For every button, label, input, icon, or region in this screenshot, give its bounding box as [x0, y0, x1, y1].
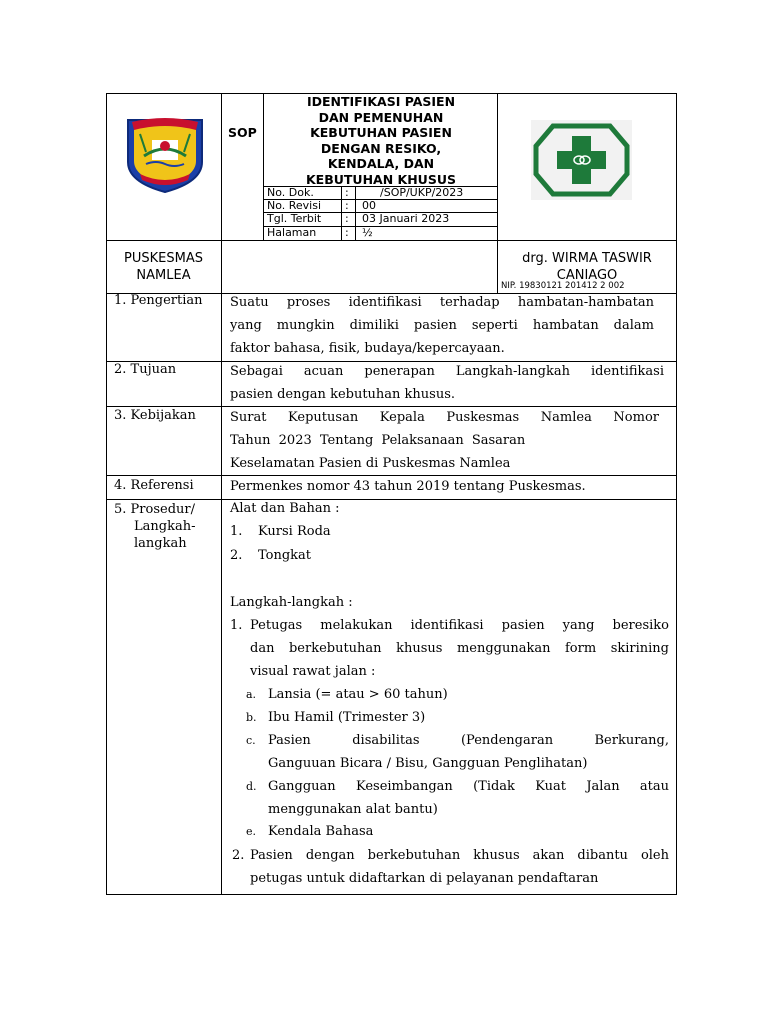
- section-body-kebijakan: [230, 406, 659, 475]
- step-line: Pasien dengan berkebutuhan khusus akan dibantu oleh: [250, 848, 669, 863]
- body-line: Suatu proses identifikasi terhadap hambatan-hambatan: [230, 295, 654, 310]
- step-line: visual rawat jalan :: [250, 664, 376, 679]
- puskesmas-cross-logo: [531, 120, 632, 200]
- title-line: DENGAN RESIKO,: [320, 140, 442, 156]
- title-line: KENDALA, DAN: [327, 156, 435, 171]
- section-divider: [106, 499, 677, 500]
- section-label-pengertian: 1. Pengertian: [114, 293, 203, 308]
- step-line: dan berkebutuhan khusus menggunakan form skirining: [250, 641, 669, 656]
- sub-item: [268, 729, 669, 775]
- body-line: Keselamatan Pasien di Puskesmas Namlea: [230, 456, 511, 471]
- section-body-referensi: Permenkes nomor 43 tahun 2019 tentang Puskesmas.: [230, 479, 586, 494]
- title-line: KEBUTUHAN KHUSUS: [306, 171, 456, 187]
- step-num: 2.: [232, 848, 245, 863]
- head-name: [497, 250, 677, 284]
- header-bottom-line: [106, 240, 677, 241]
- alat-num: 2.: [230, 548, 243, 563]
- sub-item: Lansia (= atau > 60 tahun): [268, 687, 448, 702]
- meta-key: Halaman: [267, 226, 317, 239]
- sub-line: Ganguuan Bicara / Bisu, Gangguan Penglihatan): [268, 756, 588, 771]
- sub-line: Pasien disabilitas (Pendengaran Berkurang,: [268, 733, 669, 748]
- body-line: pasien dengan kebutuhan khusus.: [230, 387, 456, 402]
- sub-num: d.: [246, 780, 257, 793]
- head-nip: NIP. 19830121 201412 2 002: [501, 281, 625, 291]
- meta-key: No. Revisi: [267, 199, 322, 212]
- org-name-line: NAMLEA: [136, 268, 191, 283]
- meta-sep: :: [345, 186, 349, 199]
- title-line: IDENTIFIKASI PASIEN: [306, 94, 456, 109]
- sub-num: e.: [246, 825, 257, 838]
- alat-item: Kursi Roda: [258, 524, 331, 539]
- sub-item: [268, 775, 669, 821]
- section-body-tujuan: [230, 360, 664, 406]
- sub-item: Ibu Hamil (Trimester 3): [268, 710, 426, 725]
- body-line: yang mungkin dimiliki pasien seperti hambatan dalam: [230, 318, 654, 333]
- meta-value: 00: [362, 199, 376, 212]
- title-line: DAN PEMENUHAN: [318, 109, 444, 125]
- meta-key: No. Dok.: [267, 186, 314, 199]
- org-name: [106, 250, 221, 284]
- alat-item: Tongkat: [258, 548, 312, 563]
- label-column-divider: [221, 93, 222, 895]
- step-line: petugas untuk didaftarkan di pelayanan pendaftaran: [250, 871, 599, 886]
- meta-sep: :: [345, 212, 349, 225]
- head-name-line: drg. WIRMA TASWIR: [522, 251, 652, 266]
- step-text: [250, 844, 669, 890]
- sop-label: SOP: [228, 125, 257, 140]
- body-line: Tahun 2023 Tentang Pelaksanaan Sasaran: [230, 433, 526, 448]
- sub-num: c.: [246, 734, 256, 747]
- head-name-line: CANIAGO: [556, 268, 618, 283]
- section-label-prosedur: [114, 501, 195, 552]
- alat-title: Alat dan Bahan :: [230, 501, 340, 516]
- section-body-pengertian: [230, 291, 654, 360]
- meta-sep: :: [345, 226, 349, 239]
- step-text: [250, 614, 669, 683]
- body-line: Sebagai acuan penerapan Langkah-langkah identifikasi: [230, 364, 664, 379]
- document-title: [264, 94, 498, 187]
- sub-line: Gangguan Keseimbangan (Tidak Kuat Jalan atau: [268, 779, 669, 794]
- step-line: Petugas melakukan identifikasi pasien yang beresiko: [250, 618, 669, 633]
- label-line: Langkah-: [134, 519, 196, 534]
- langkah-title: Langkah-langkah :: [230, 595, 353, 610]
- meta-value: /SOP/UKP/2023: [380, 186, 464, 199]
- label-line: 5. Prosedur/: [114, 502, 195, 517]
- meta-sep-divider-right: [355, 186, 356, 240]
- section-label-tujuan: 2. Tujuan: [114, 362, 177, 377]
- regency-emblem-logo: [122, 112, 208, 194]
- body-line: faktor bahasa, fisik, budaya/kepercayaan.: [230, 341, 505, 356]
- sub-num: a.: [246, 688, 257, 701]
- meta-sep-divider-left: [341, 186, 342, 240]
- body-line: Surat Keputusan Kepala Puskesmas Namlea Nomor: [230, 410, 659, 425]
- org-name-line: PUSKESMAS: [124, 251, 203, 266]
- meta-value: 03 Januari 2023: [362, 212, 450, 225]
- meta-sep: :: [345, 199, 349, 212]
- title-line: KEBUTUHAN PASIEN: [310, 125, 452, 140]
- section-label-kebijakan: 3. Kebijakan: [114, 408, 196, 423]
- section-label-referensi: 4. Referensi: [114, 478, 194, 493]
- alat-num: 1.: [230, 524, 243, 539]
- sub-line: menggunakan alat bantu): [268, 802, 438, 817]
- meta-key: Tgl. Terbit: [267, 212, 322, 225]
- sub-num: b.: [246, 711, 257, 724]
- sub-item: Kendala Bahasa: [268, 824, 374, 839]
- meta-value: ½: [362, 226, 373, 239]
- step-num: 1.: [230, 618, 243, 633]
- label-line: langkah: [134, 536, 187, 551]
